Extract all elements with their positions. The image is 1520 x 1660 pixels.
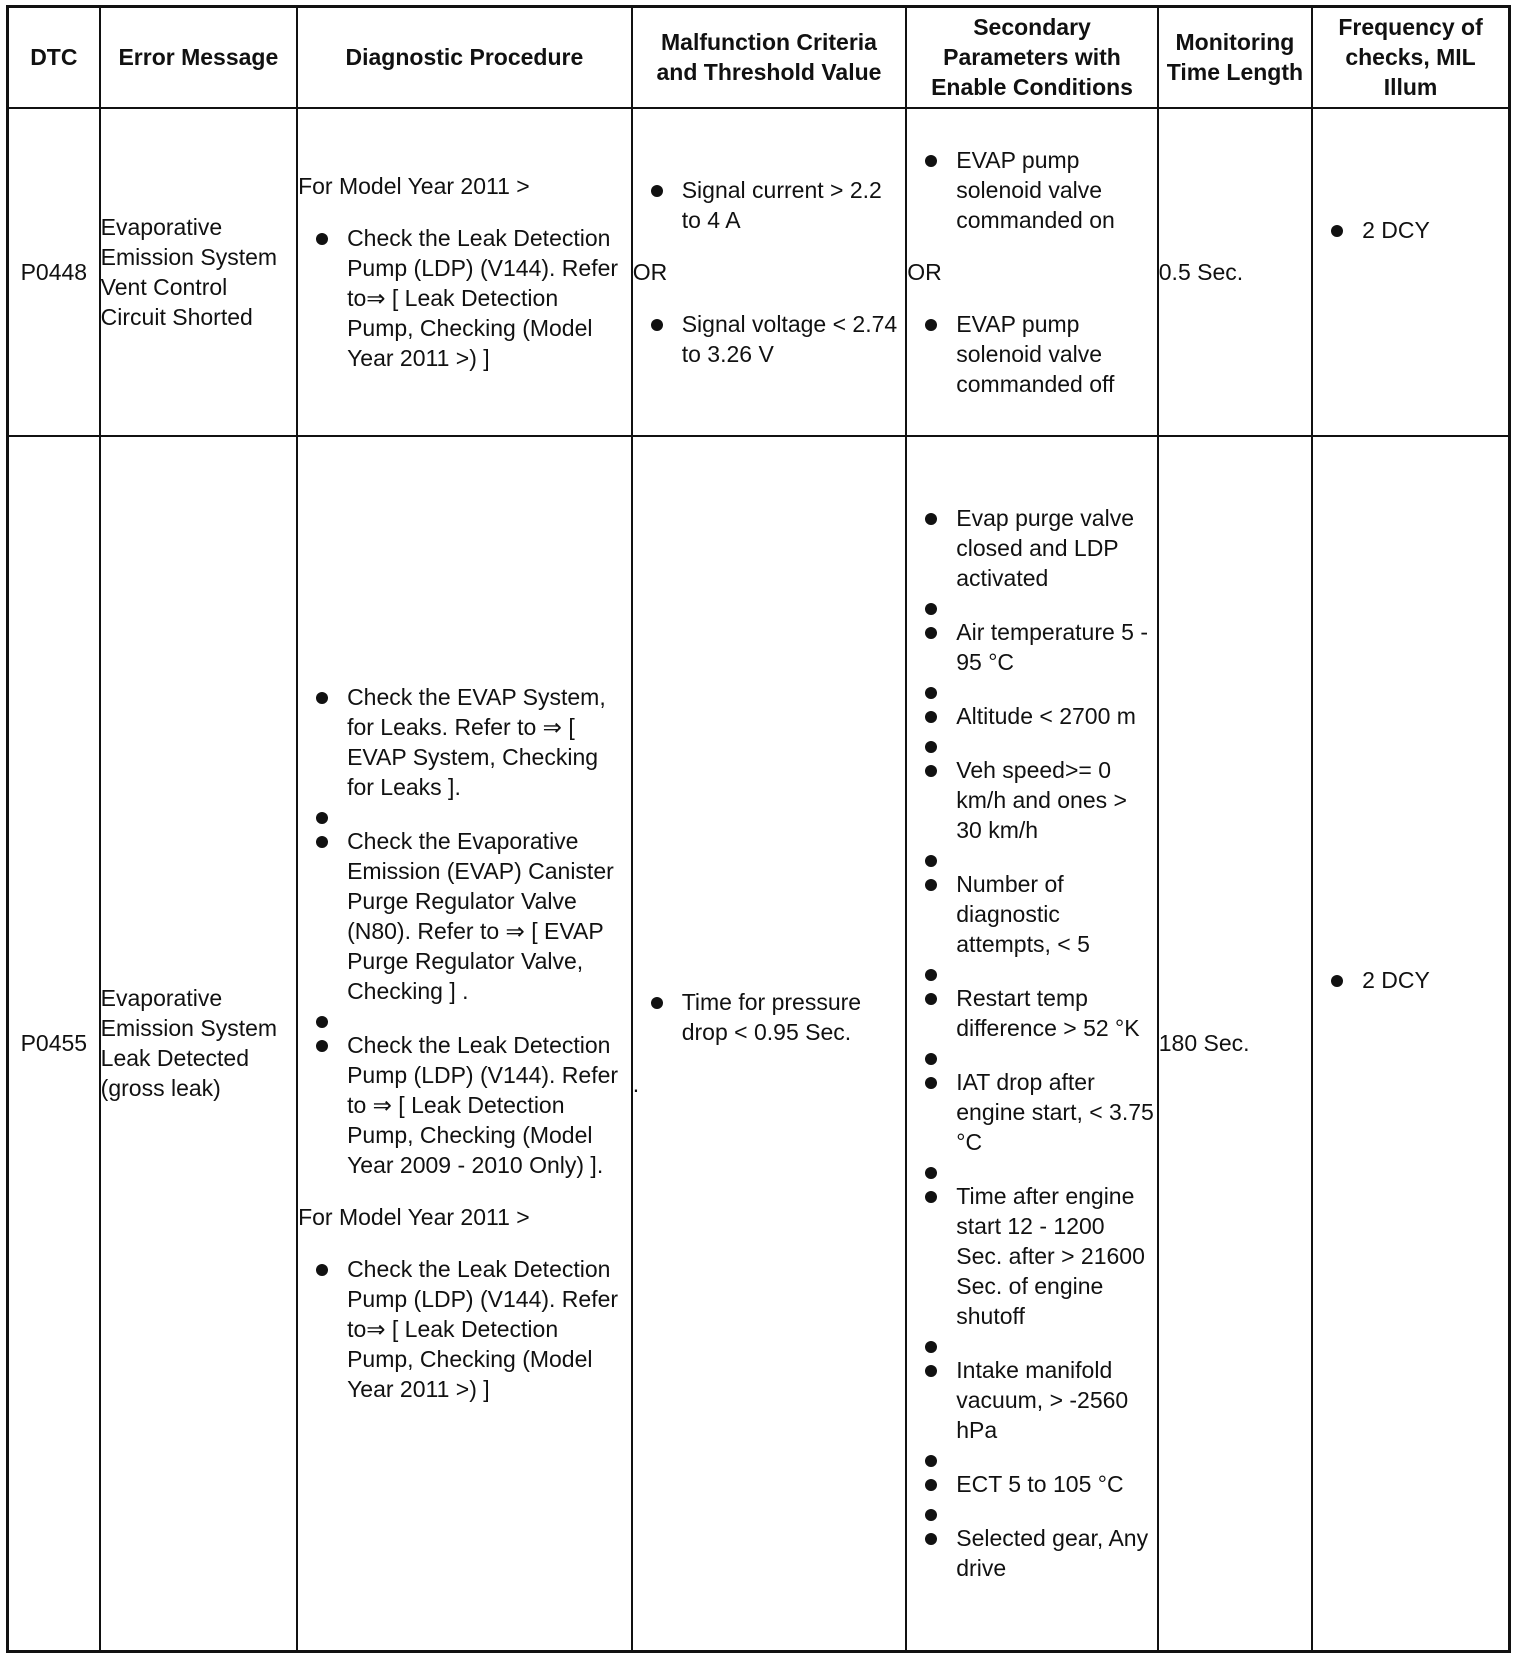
frequency [1312,436,1509,1652]
criteria-or: OR [632,258,668,285]
error-message: Evaporative Emission System Vent Control Circuit Shorted [100,108,297,436]
table-row [8,436,1510,1652]
header-malfunction-criteria: Malfunction Criteria and Threshold Value [632,7,907,108]
error-message: Evaporative Emission System Leak Detected (gross leak) [100,436,297,1652]
secondary-item: Intake manifold vacuum, > -2560 hPa [907,1355,1157,1445]
malfunction-criteria [632,108,907,436]
header-frequency: Frequency of checks, MIL Illum [1312,7,1509,108]
secondary-item: Air temperature 5 - 95 °C [907,617,1157,677]
secondary-item: Number of diagnostic attempts, < 5 [907,869,1157,959]
procedure-item: Check the Evaporative Emission (EVAP) Canister Purge Regulator Valve (N80). Refer to ⇒ [ EVAP Purge Regulator Valve, Checking ] . [298,826,631,1006]
frequency-item: 2 DCY [1313,965,1508,995]
diagnostic-procedure [297,108,632,436]
secondary-item: Time after engine start 12 - 1200 Sec. after > 21600 Sec. of engine shutoff [907,1181,1157,1331]
header-dtc: DTC [8,7,100,108]
secondary-item: Selected gear, Any drive [907,1523,1157,1583]
secondary-item: Altitude < 2700 m [907,701,1157,731]
procedure-item: Check the EVAP System, for Leaks. Refer to ⇒ [ EVAP System, Checking for Leaks ]. [298,682,631,802]
criteria-item: Signal voltage < 2.74 to 3.26 V [633,309,906,369]
secondary-parameters [906,108,1158,436]
secondary-item: Restart temp difference > 52 °K [907,983,1157,1043]
criteria-item: Time for pressure drop < 0.95 Sec. [633,987,906,1047]
header-error-message: Error Message [100,7,297,108]
secondary-parameters [906,436,1158,1652]
header-monitoring-time: Monitoring Time Length [1158,7,1312,108]
diagnostic-procedure [297,436,632,1652]
monitoring-time: 0.5 Sec. [1158,108,1312,436]
procedure-item: Check the Leak Detection Pump (LDP) (V144). Refer to⇒ [ Leak Detection Pump, Checking (Model Year 2011 >) ] [298,1254,631,1404]
frequency-item: 2 DCY [1313,215,1508,245]
secondary-list [907,503,1157,1583]
dtc-code: P0448 [8,108,100,436]
monitoring-time: 180 Sec. [1158,436,1312,1652]
procedure-item: Check the Leak Detection Pump (LDP) (V144). Refer to ⇒ [ Leak Detection Pump, Checking (Model Year 2009 - 2010 Only) ]. [298,1030,631,1180]
secondary-or: OR [907,258,942,285]
header-row [8,7,1510,108]
secondary-item: Veh speed>= 0 km/h and ones > 30 km/h [907,755,1157,845]
procedure-list [298,1254,631,1404]
dtc-table [6,5,1511,1653]
header-secondary-parameters: Secondary Parameters with Enable Conditions [906,7,1158,108]
procedure-item: Check the Leak Detection Pump (LDP) (V144). Refer to⇒ [ Leak Detection Pump, Checking (Model Year 2011 >) ] [298,223,631,373]
secondary-item: Evap purge valve closed and LDP activated [907,503,1157,593]
procedure-intro: For Model Year 2011 > [298,172,530,199]
dtc-code: P0455 [8,436,100,1652]
frequency [1312,108,1509,436]
malfunction-criteria [632,436,907,1652]
procedure-list [298,223,631,373]
secondary-item: EVAP pump solenoid valve commanded off [907,309,1157,399]
criteria-item: Signal current > 2.2 to 4 A [633,175,906,235]
secondary-item: ECT 5 to 105 °C [907,1469,1157,1499]
secondary-item: IAT drop after engine start, < 3.75 °C [907,1067,1157,1157]
criteria-dot: . [632,1071,640,1098]
procedure-intro: For Model Year 2011 > [298,1204,530,1231]
secondary-item: EVAP pump solenoid valve commanded on [907,145,1157,235]
table-row [8,108,1510,436]
header-diagnostic-procedure: Diagnostic Procedure [297,7,632,108]
procedure-list [298,682,631,1180]
